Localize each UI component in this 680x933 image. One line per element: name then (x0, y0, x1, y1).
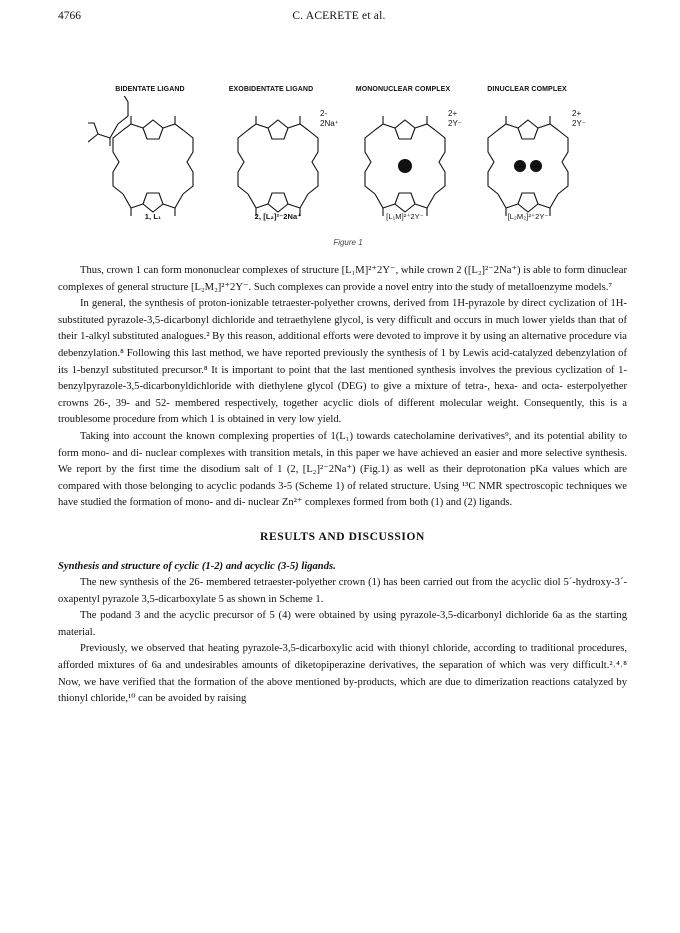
page-number: 4766 (58, 10, 81, 22)
crown-structure-2 (238, 109, 339, 216)
paragraph-6: Previously, we observed that heating pyrazole-3,5-dicarboxylic acid with thionyl chloride, according to traditional procedures, afforded mixtures of 6a and undesirables amounts of diketopiperazine derivatives, the separation of which was very difficult.²˒⁴˒⁸ Now, we have verified that the formation of the above mentioned by-products, which are due to dimerization reactions catalyzed by thionyl chloride,¹⁰ can be avoided by raising (58, 643, 627, 705)
svg-text:2Y⁻: 2Y⁻ (448, 119, 463, 128)
svg-text:2+: 2+ (448, 109, 458, 118)
paragraph-2: In general, the synthesis of proton-ionizable tetraester-polyether crowns, derived from 1H-pyrazole by direct cyclization of 1H-substituted pyrazole-3,5-dicarbonyl dichloride and tetraethylene glycol, is very difficult and occurs in much lower yields than that of their 1-alkyl substituted analogues.² By this reason, additional efforts were devoted to improve it by using an alternative procedure via debenzylation.⁸ Following this last method, we have reported previously the synthesis of 1 by Lewis acid-catalyzed debenzylation of its 1-benzyl substituted precursor.⁸ It is important to point that the last mentioned synthesis involves the previous cyclization of 1-benzylpyrazole-3,5-dicarbonyldichloride with diethylene glycol (DEG) to give a mixture of tetra-, hexa- and octa- esterpolyether crowns 26-, 39- and 52- membered respectively, together acyclic diols of different molecular weight. Consequently, this is a troublesome procedure from which 1 is obtained in very low yield. (58, 298, 627, 426)
figure-label-bidentate: BIDENTATE LIGAND (115, 86, 185, 93)
subsection-title: Synthesis and structure of cyclic (1-2) and acyclic (3-5) ligands. (58, 560, 336, 572)
compound-name-4: [L₂M₂]²⁺2Y⁻ (507, 212, 549, 221)
crown-structures-drawing (88, 96, 608, 246)
compound-name-3: [L₁M]²⁺2Y⁻ (386, 212, 424, 221)
figure-label-dinuclear: DINUCLEAR COMPLEX (487, 86, 567, 93)
crown-structure-1 (113, 116, 193, 216)
section-title: RESULTS AND DISCUSSION (260, 530, 425, 543)
compound-name-1: 1, L₁ (144, 212, 162, 221)
figure-1 (88, 86, 608, 246)
svg-text:2Na⁺: 2Na⁺ (320, 119, 339, 128)
figure-label-exobidentate: EXOBIDENTATE LIGAND (228, 86, 314, 93)
crown-structure-4 (488, 109, 586, 216)
svg-text:2-: 2- (320, 109, 328, 118)
article-body (58, 263, 627, 708)
paragraph-3: Taking into account the known complexing properties of 1(L₁) towards catecholamine derivatives⁹, and its potential ability to form mono- and di- nuclear complexes with transition metals, in this paper we have achieved an easier and more selective synthesis. We report by the first time the disodium salt of 1 (2, [L₂]²⁻2Na⁺) (Fig.1) as well as their deprotonation pKa values which are compared with those belonging to acyclic podands 3-5 (Scheme 1) of related structure. Using ¹³C NMR spectroscopic techniques we have studied the formation of mono- and di- nuclear Zn²⁺ complexes formed from both (1) and (2) ligands. (58, 430, 627, 509)
running-title: C. ACERETE et al. (292, 10, 386, 22)
figure-label-mononuclear: MONONUCLEAR COMPLEX (355, 86, 451, 93)
paragraph-1: Thus, crown 1 can form mononuclear complexes of structure [L₁M]²⁺2Y⁻, while crown 2 ([L₂]²⁻2Na⁺) is able to form dinuclear complexes of general structure [L₂M₂]²⁺2Y⁻. Such complexes can provide a novel entry into the study of metalloenzyme models.⁷ (58, 265, 627, 293)
paragraph-4: The new synthesis of the 26- membered tetraester-polyether crown (1) has been carried out from the acyclic diol 5´-hydroxy-3´-oxapentyl pyrazole 3,5-dicarboxylate 5 as shown in Scheme 1. (58, 577, 627, 605)
compound-name-2: 2, [L₂]²⁻2Na⁺ (254, 212, 302, 221)
svg-text:2Y⁻: 2Y⁻ (572, 119, 587, 128)
page-header (58, 10, 620, 26)
paragraph-5: The podand 3 and the acyclic precursor of 5 (4) were obtained by using pyrazole-3,5-dicarbonyl dichloride 6a as the starting material. (58, 610, 627, 638)
crown-structure-3 (365, 109, 462, 216)
svg-text:2+: 2+ (572, 109, 582, 118)
figure-caption: Figure 1 (333, 238, 363, 247)
